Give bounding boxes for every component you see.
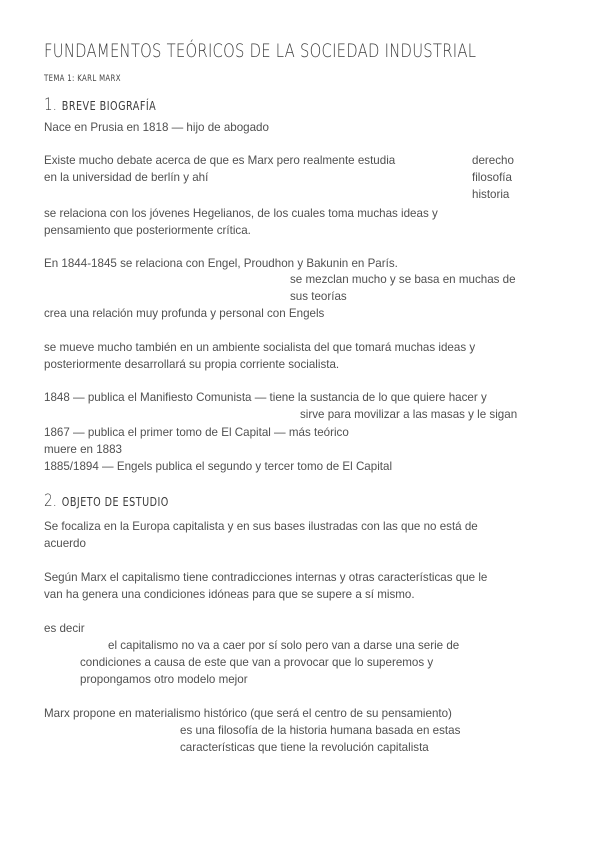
- text-line: condiciones a causa de este que van a provocar que lo superemos y: [80, 656, 434, 669]
- text-line: Existe mucho debate acerca de que es Marx pero realmente estudia: [44, 154, 396, 167]
- text-line: filosofía: [472, 171, 512, 184]
- text-line: en la universidad de berlín y ahí: [44, 171, 209, 184]
- text-line: muere en 1883: [44, 443, 122, 456]
- text-line: posteriormente desarrollará su propia corriente socialista.: [44, 358, 340, 371]
- text-line: es decir: [44, 622, 85, 635]
- page-subtitle: TEMA 1: KARL MARX: [44, 74, 121, 84]
- section-number: 2.: [44, 491, 57, 511]
- text-line: sus teorías: [290, 290, 347, 303]
- text-line: van ha genera una condiciones idóneas para que se supere a sí mismo.: [44, 588, 415, 601]
- text-line: Nace en Prusia en 1818 — hijo de abogado: [44, 121, 269, 134]
- text-line: es una filosofía de la historia humana basada en estas: [180, 724, 461, 737]
- text-line: propongamos otro modelo mejor: [80, 673, 248, 686]
- section-heading-1: [44, 95, 156, 115]
- section-number: 1.: [44, 95, 57, 115]
- text-line: historia: [472, 188, 510, 201]
- text-line: 1867 — publica el primer tomo de El Capital — más teórico: [44, 426, 349, 439]
- text-line: Se focaliza en la Europa capitalista y en sus bases ilustradas con las que no está de: [44, 520, 478, 533]
- page-title: FUNDAMENTOS TEÓRICOS DE LA SOCIEDAD INDUSTRIAL: [44, 40, 477, 62]
- text-line: 1848 — publica el Manifiesto Comunista — tiene la sustancia de lo que quiere hacer y: [44, 391, 487, 404]
- text-line: derecho: [472, 154, 514, 167]
- text-line: crea una relación muy profunda y personal con Engels: [44, 307, 325, 320]
- text-line: En 1844-1845 se relaciona con Engel, Proudhon y Bakunin en París.: [44, 257, 398, 270]
- section-title: OBJETO DE ESTUDIO: [61, 495, 169, 509]
- text-line: pensamiento que posteriormente crítica.: [44, 224, 251, 237]
- text-line: se mezclan mucho y se basa en muchas de: [290, 273, 516, 286]
- text-line: características que tiene la revolución capitalista: [180, 741, 429, 754]
- section-heading-2: [44, 491, 169, 511]
- text-line: se relaciona con los jóvenes Hegelianos, de los cuales toma muchas ideas y: [44, 207, 438, 220]
- text-line: acuerdo: [44, 537, 86, 550]
- text-line: 1885/1894 — Engels publica el segundo y tercer tomo de El Capital: [44, 460, 393, 473]
- text-line: se mueve mucho también en un ambiente socialista del que tomará muchas ideas y: [44, 341, 476, 354]
- text-line: Marx propone en materialismo histórico (que será el centro de su pensamiento): [44, 707, 452, 720]
- text-line: Según Marx el capitalismo tiene contradicciones internas y otras características que le: [44, 571, 488, 584]
- text-line: el capitalismo no va a caer por sí solo pero van a darse una serie de: [108, 639, 460, 652]
- section-title: BREVE BIOGRAFÍA: [61, 99, 157, 113]
- text-line: sirve para movilizar a las masas y le sigan: [300, 408, 518, 421]
